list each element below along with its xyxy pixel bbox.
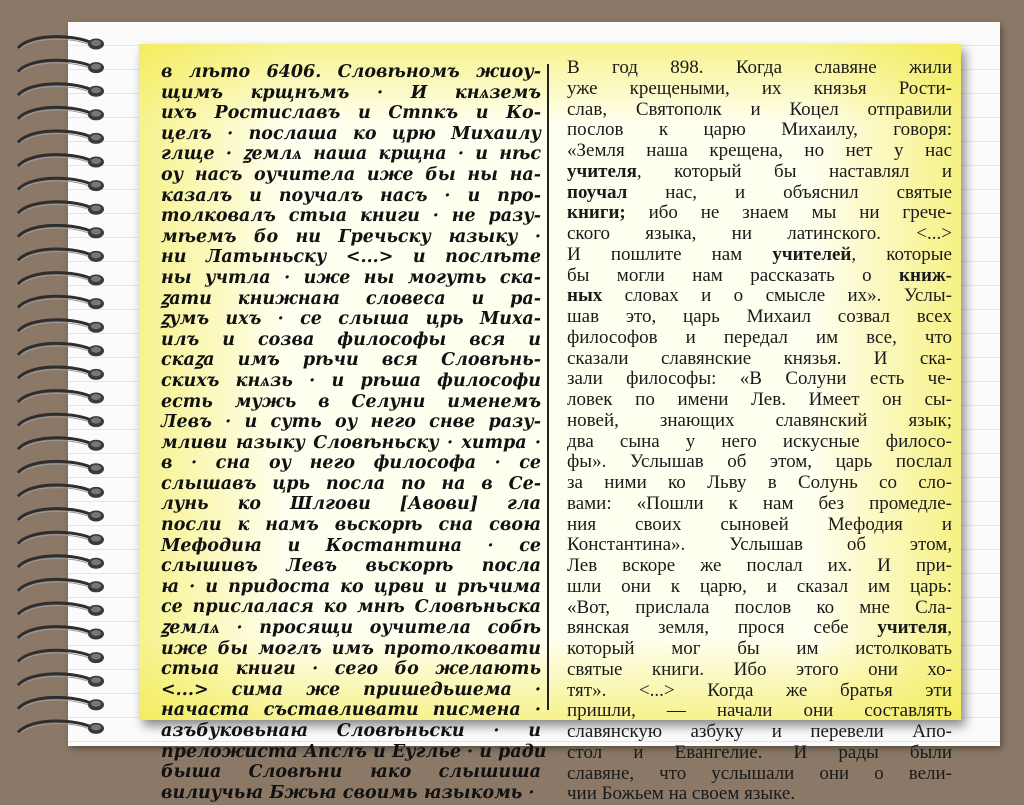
translation-line (567, 660, 952, 681)
text-segment: нас, и объяснил святые (627, 181, 952, 203)
translation-line (567, 100, 952, 121)
text-segment: сказали славянские князья. И ска- (567, 347, 952, 369)
translation-line (567, 120, 952, 141)
spiral-ring (18, 296, 104, 309)
translation-line (567, 349, 952, 370)
old-text-line: слышивъ Левъ вьскорѣ посла (161, 556, 541, 577)
text-segment: , (947, 617, 952, 639)
text-segment: новей, знающих славянский язык; (567, 409, 952, 431)
text-segment: ния своих сыновей Мефодия и (567, 513, 952, 535)
spiral-ring (18, 438, 104, 451)
translation-line (567, 58, 952, 79)
old-text-line: ни Латыньску <...> и послѣте (161, 247, 541, 268)
spiral-ring (18, 697, 104, 710)
text-segment: Лев вскоре же послал их. И при- (567, 555, 952, 576)
text-segment: славянскую азбуку и перевели Апо- (567, 721, 952, 742)
spiral-ring (18, 391, 104, 404)
translation-line (567, 722, 952, 743)
old-text-line: ꙗ · и придоста ко црви и рѣчима (161, 576, 541, 597)
old-text-line: илъ и созва философы вся и (161, 329, 541, 350)
translation-line (567, 307, 952, 328)
spiral-ring (18, 367, 104, 380)
translation-line (567, 183, 952, 204)
translation-line (567, 141, 952, 162)
old-text-line: мливи ꙗзыку Словѣньску · хитра · (161, 432, 541, 453)
spiral-ring (18, 202, 104, 215)
old-text-line: ꙁемлѧ · просящи оучитела собѣ (161, 618, 541, 639)
spiral-ring (18, 107, 104, 120)
translation-line (567, 515, 952, 536)
old-text-line: слышавъ црь посла по на в Се- (161, 473, 541, 494)
text-segment: ибо не знаем мы ни грече- (625, 202, 952, 224)
text-segment: чии Божьем на своем языке. (567, 783, 796, 805)
translation-line (567, 369, 952, 390)
old-text-line: ны учтла · иже ны могуть ска- (161, 267, 541, 288)
spiral-ring (18, 155, 104, 168)
old-text-line: начаста съставливати писмена · (161, 700, 541, 721)
text-segment: шли они к царю, и сказал им царь: (567, 575, 952, 597)
old-text-line: мѣемъ бо ни Гречьску ꙗзыку · (161, 226, 541, 247)
text-segment: славяне, что услышали они о вели- (567, 762, 952, 784)
old-text-line: щимъ крщнъмъ · И кнѧземъ (161, 82, 541, 103)
translation-line (567, 452, 952, 473)
old-text-line: толковалъ стыа книги · не разу- (161, 206, 541, 227)
text-segment: вами: «Пошли к нам без промедле- (567, 492, 952, 514)
translation-line (567, 432, 952, 453)
text-segment: за ними ко Льву в Солунь со сло- (567, 472, 952, 493)
old-text-line: ꙁумъ ихъ · се слыша црь Миха- (161, 309, 541, 330)
spiral-ring (18, 532, 104, 545)
translation-line (567, 224, 952, 245)
translation-line (567, 79, 952, 100)
translation-line (567, 411, 952, 432)
spiral-ring (18, 84, 104, 97)
translation-line (567, 162, 952, 183)
translation-line (567, 473, 952, 494)
old-text-line: глще · ꙁемлѧ наша крщна · и нѣс (161, 144, 541, 165)
old-text-line: в · сна оу него философа · се (161, 453, 541, 474)
translation-line (567, 535, 952, 556)
old-text-line: быша Словѣни ꙗко слышиша (161, 762, 541, 783)
old-text-line: иже бы моглъ имъ протолковати (161, 638, 541, 659)
spiral-ring (18, 249, 104, 262)
text-segment: «Вот, прислала послов ко мне Сла- (567, 596, 952, 618)
old-text-line: азъбуковьнаꙗ Словѣньски · и (161, 721, 541, 741)
old-text-line: целъ · послаша ко црю Михаилу (161, 123, 541, 144)
old-text-line: Мефодиꙗ и Костантина · се (161, 535, 541, 556)
emphasized-word: поучал (567, 181, 628, 203)
text-segment: два сына у него искусные филосо- (567, 430, 952, 452)
text-segment: уже крещеными, их князья Рости- (567, 77, 952, 99)
old-text-line: казалъ и поучалъ насъ · и про- (161, 185, 541, 206)
spiral-ring (18, 721, 104, 734)
spiral-ring (18, 225, 104, 238)
russian-translation-column (567, 58, 952, 805)
old-text-line: есть мужь в Селуни именемъ (161, 391, 541, 412)
old-text-line: посли к намъ вьскорѣ сна своꙗ (161, 515, 541, 536)
text-segment: ского языка, ни латинского. <...> (567, 223, 952, 244)
translation-line (567, 598, 952, 619)
emphasized-word: учителя (877, 617, 948, 639)
spiral-ring (18, 650, 104, 663)
translation-line (567, 681, 952, 702)
text-segment: , которые (851, 243, 952, 265)
text-segment: вянская земля, прося себе (567, 617, 878, 639)
spiral-rings-graphic (0, 28, 112, 738)
spiral-ring (18, 579, 104, 592)
spiral-ring (18, 178, 104, 191)
old-text-line: ихъ Ростиславъ и Стпкъ и Ко- (161, 103, 541, 124)
old-text-line: в лѣто 6406. Словѣномъ жиоу- (161, 62, 541, 82)
old-slavonic-column (161, 62, 547, 803)
old-text-line: се прислалася ко мнѣ Словѣньска (161, 597, 541, 618)
translation-line (567, 639, 952, 660)
translation-line (567, 390, 952, 411)
old-text-line: скихъ кнѧзь · и рѣша философи (161, 370, 541, 391)
text-segment: словах и о смысле их». Услы- (602, 285, 952, 307)
old-text-line: <...> сима же пришедьшема · (161, 679, 541, 700)
spiral-ring (18, 461, 104, 474)
text-segment: шав это, царь Михаил созвал всех (567, 306, 952, 327)
translation-line (567, 203, 952, 224)
text-segment: зали философы: «В Солуни есть че- (567, 368, 952, 390)
text-segment: Константина». Услышав об этом, (567, 534, 952, 556)
spiral-ring (18, 320, 104, 333)
old-text-line: ꙁати книжнаꙗ словеса и ра- (161, 288, 541, 309)
text-segment: бы могли нам рассказать о (567, 264, 900, 286)
text-segment: , который бы наставлял и (636, 160, 952, 182)
old-text-line: оу насъ оучитела иже бы ны на- (161, 164, 541, 185)
old-text-line: Левъ · и суть оу него снве разу- (161, 412, 541, 433)
translation-line (567, 494, 952, 515)
text-segment: «Земля наша крещена, но нет у нас (567, 140, 952, 161)
spiral-ring (18, 273, 104, 286)
text-segment: И пошлите нам (567, 243, 773, 265)
translation-line (567, 764, 952, 785)
text-segment: слав, Святополк и Коцел отправили (567, 98, 952, 120)
emphasized-word: ных (567, 285, 603, 307)
old-text-line: стыа книги · сего бо желають (161, 659, 541, 680)
spiral-binding (0, 28, 112, 738)
emphasized-word: книж- (899, 264, 952, 286)
chronicle-scan (139, 44, 961, 805)
spiral-ring (18, 131, 104, 144)
text-segment: тят». <...> Когда же братья эти (567, 679, 952, 701)
old-text-line: преложиста Апслъ и Еуглье · и ради (161, 741, 547, 762)
translation-line (567, 328, 952, 349)
translation-line (567, 743, 952, 764)
old-text-line: скаꙁа имъ рѣчи вся Словѣнь- (161, 350, 541, 371)
translation-line (567, 618, 952, 639)
text-segment: который мог бы им истолковать (567, 638, 952, 659)
spiral-ring (18, 627, 104, 640)
text-segment: послов к царю Михаилу, говоря: (567, 119, 952, 141)
text-segment: философов и передал им все, что (567, 326, 952, 348)
translation-line (567, 784, 952, 805)
translation-line (567, 556, 952, 577)
emphasized-word: учителя (567, 160, 637, 182)
text-segment: пришли, — начали они составлять (567, 700, 952, 722)
spiral-ring (18, 556, 104, 569)
emphasized-word: книги; (567, 202, 626, 224)
spiral-ring (18, 343, 104, 356)
spiral-ring (18, 603, 104, 616)
translation-line (567, 286, 952, 307)
text-segment: святые книги. Ибо этого они хо- (567, 658, 952, 680)
text-segment: фы». Услышав об этом, царь послал (567, 451, 952, 473)
old-text-line: лунь ко Шлгови [Авови] гла (161, 494, 541, 515)
text-segment: стол и Евангелие. И рады были (567, 741, 952, 763)
spiral-ring (18, 674, 104, 687)
spiral-ring (18, 509, 104, 522)
translation-line (567, 577, 952, 598)
emphasized-word: учителей (772, 243, 852, 265)
text-segment: В год 898. Когда славяне жили (567, 57, 952, 78)
text-segment: ловек по имени Лев. Имеет он сы- (567, 389, 952, 410)
spiral-ring (18, 485, 104, 498)
column-divider (547, 64, 549, 710)
translation-line (567, 701, 952, 722)
spiral-ring (18, 414, 104, 427)
old-text-line: вилиучьꙗ Бжьꙗ своимь ꙗзыкомь · (161, 782, 535, 803)
translation-line (567, 266, 952, 287)
spiral-ring (18, 37, 104, 50)
spiral-ring (18, 60, 104, 73)
translation-line (567, 245, 952, 266)
